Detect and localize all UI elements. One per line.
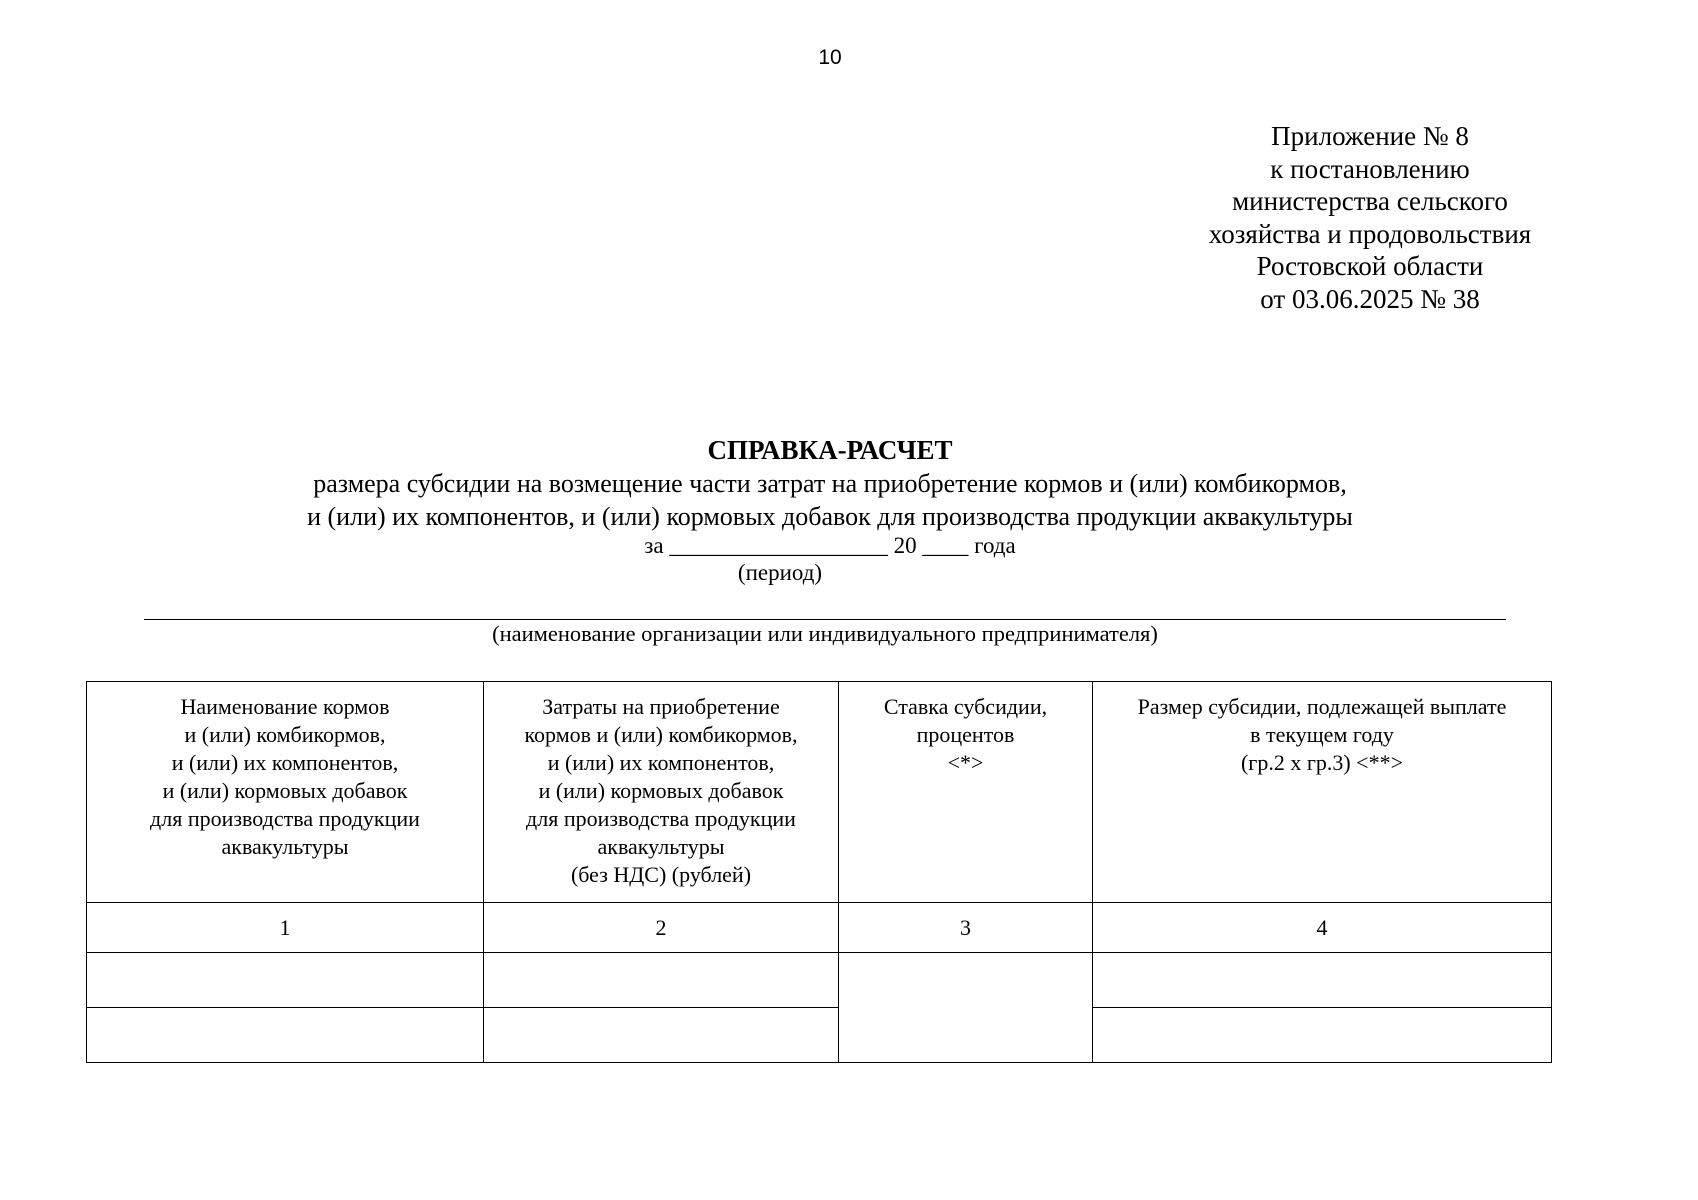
table-row	[87, 1008, 1552, 1063]
page-number: 10	[818, 46, 842, 69]
document-title: СПРАВКА-РАСЧЕТ	[707, 435, 953, 465]
column-number: 1	[87, 903, 484, 953]
appendix-line: Ростовской области	[1256, 251, 1484, 281]
appendix-line: Приложение № 8	[1271, 121, 1469, 151]
table-row	[87, 953, 1552, 1008]
column-number: 3	[839, 903, 1093, 953]
table-header-row	[87, 682, 1552, 903]
header-subsidy-amount	[1093, 682, 1552, 903]
column-number: 4	[1093, 903, 1552, 953]
subsidy-table	[86, 681, 1552, 1063]
period-caption: (период)	[737, 560, 823, 585]
document-subtitle-line-1: размера субсидии на возмещение части затрат на приобретение кормов и (или) комбикормов,	[313, 469, 1347, 498]
appendix-line: к постановлению	[1270, 153, 1470, 184]
appendix-reference	[1175, 120, 1565, 315]
table-cell[interactable]	[87, 1008, 484, 1063]
header-text: Наименование кормов и (или) комбикормов, и (или) их компонентов, и (или) кормовых добавок для производства продукции аквакультуры	[150, 694, 420, 859]
title-block	[0, 433, 1660, 533]
table-cell-merged[interactable]	[839, 953, 1093, 1063]
table-cell[interactable]	[1093, 1008, 1552, 1063]
header-text: Ставка субсидии, процентов <*>	[883, 694, 1048, 775]
table-cell[interactable]	[484, 953, 839, 1008]
document-subtitle-line-2: и (или) их компонентов, и (или) кормовых добавок для производства продукции аквакультуры	[307, 502, 1353, 531]
table-cell[interactable]	[87, 953, 484, 1008]
header-costs	[484, 682, 839, 903]
table-cell[interactable]	[484, 1008, 839, 1063]
appendix-line: министерства сельского	[1232, 186, 1508, 216]
period-line: за ___________________ 20 ____ года	[644, 533, 1016, 558]
header-text: Размер субсидии, подлежащей выплате в текущем году (гр.2 х гр.3) <**>	[1137, 694, 1507, 775]
header-subsidy-rate	[839, 682, 1093, 903]
column-number-row	[87, 903, 1552, 953]
table-cell[interactable]	[1093, 953, 1552, 1008]
header-text: Затраты на приобретение кормов и (или) комбикормов, и (или) их компонентов, и (или) кормовых добавок для производства продукции аквакультуры (без НДС) (рублей)	[524, 694, 798, 887]
organization-caption: (наименование организации или индивидуального предпринимателя)	[492, 621, 1158, 646]
appendix-line: хозяйства и продовольствия	[1208, 218, 1532, 249]
appendix-line: от 03.06.2025 № 38	[1260, 283, 1480, 314]
header-feed-name	[87, 682, 484, 903]
column-number: 2	[484, 903, 839, 953]
